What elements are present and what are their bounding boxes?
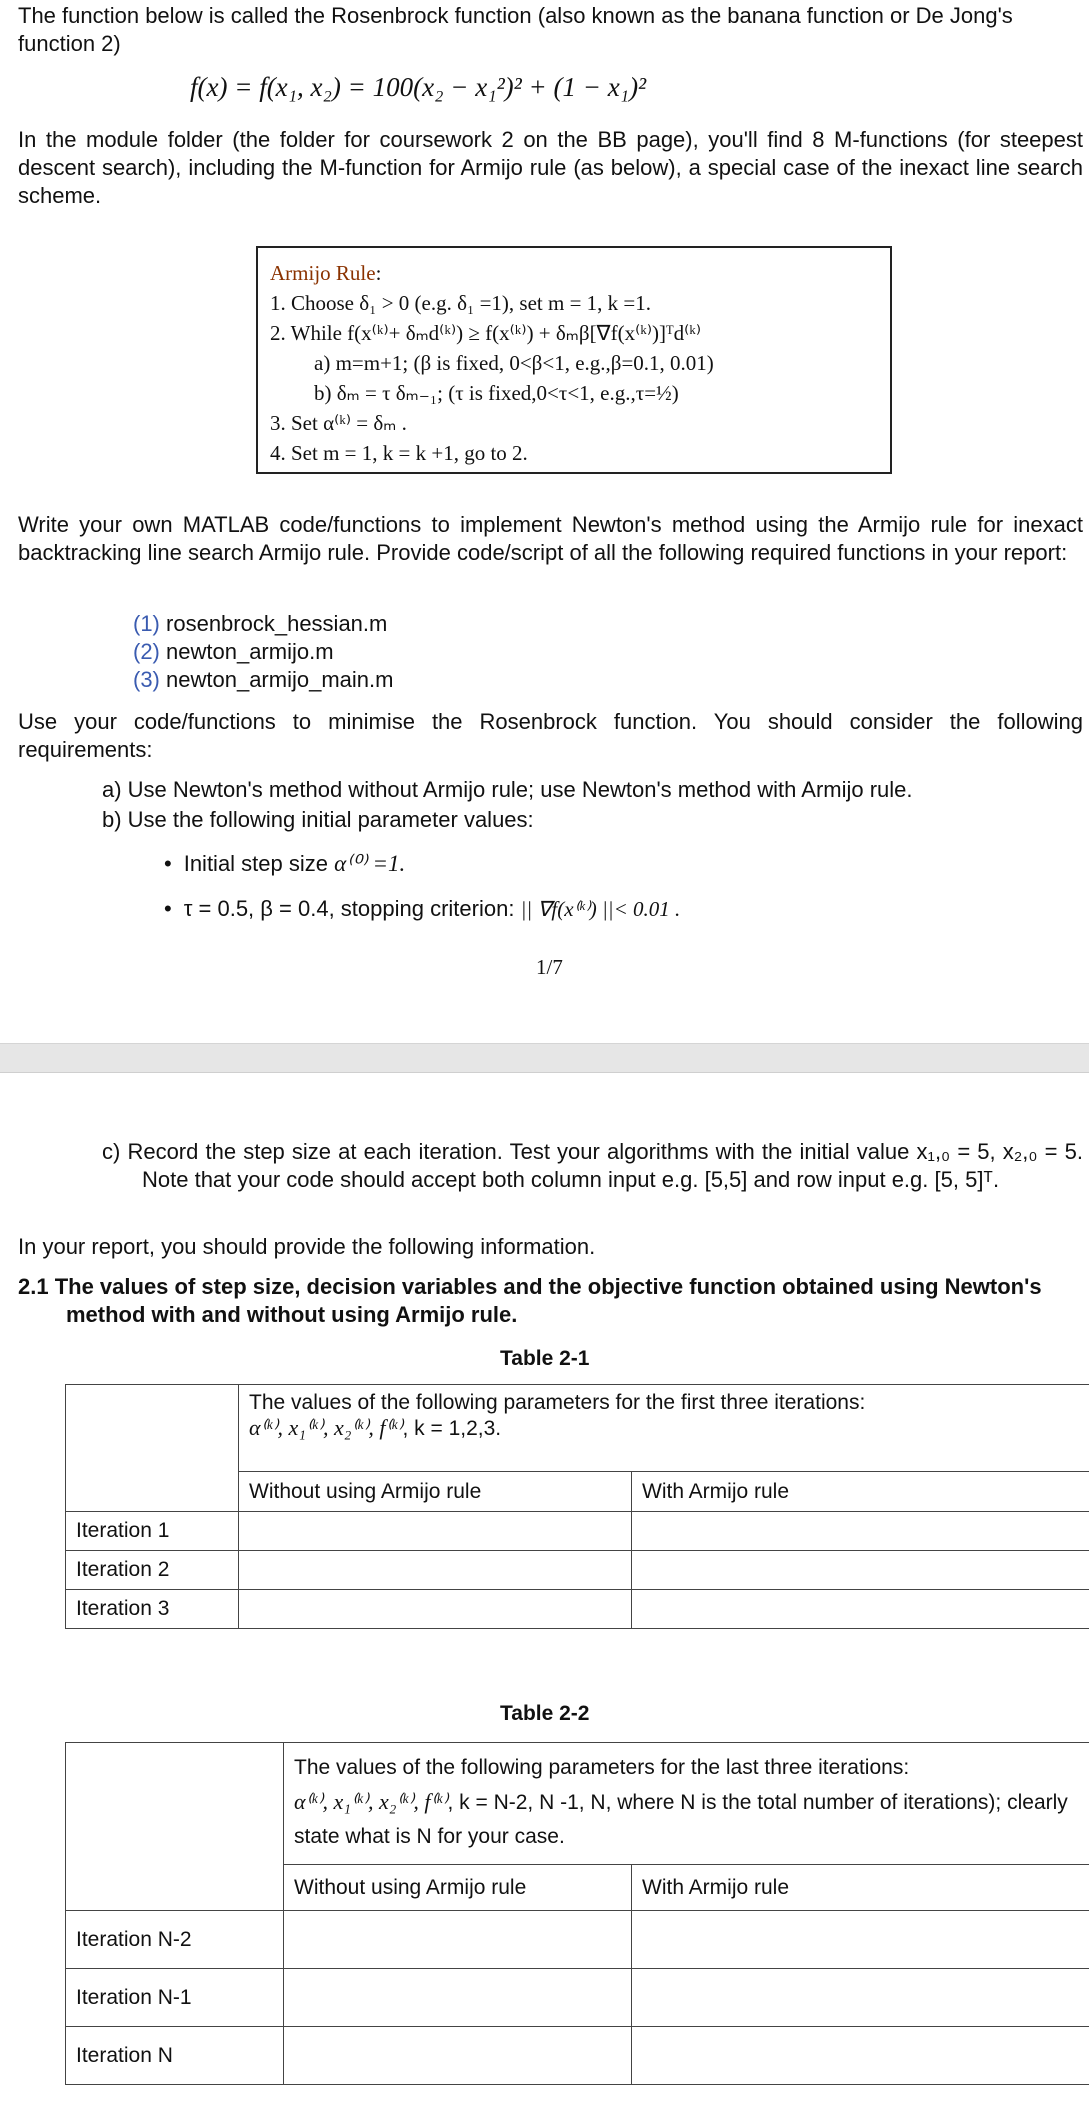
intro-paragraph	[18, 2, 1078, 58]
function-list	[133, 610, 393, 694]
write-paragraph: Write your own MATLAB code/functions to implement Newton's method using the Armijo rule for inexact backtracking line search Armijo rule. Provide code/script of all the following required functions in your report:	[18, 512, 1083, 565]
page-number: 1/7	[536, 955, 563, 979]
armijo-rule-box: Armijo Rule: 1. Choose δ₁ > 0 (e.g. δ₁ =1), set m = 1, k =1. 2. While f(x⁽ᵏ⁾+ δₘd⁽ᵏ⁾) ≥ f(x⁽ᵏ⁾) + δₘβ[∇f(x⁽ᵏ⁾)]ᵀd⁽ᵏ⁾ a) m=m+1; (β is fixed, 0<β<1, e.g.,β=0.1, 0.01) b) δₘ = τ δₘ₋₁; (τ is fixed,0<τ<1, e.g.,τ=½) 3. Set α⁽ᵏ⁾ = δₘ . 4. Set m = 1, k = k +1, go to 2.	[256, 246, 892, 474]
table-2-col-with: With Armijo rule	[632, 1865, 1089, 1911]
table-2-row-label: Iteration N-1	[66, 1969, 284, 2027]
armijo-step-1: 1. Choose δ₁ > 0 (e.g. δ₁ =1), set m = 1, k =1.	[270, 291, 652, 315]
bullet-initial-step: • Initial step size α⁽⁰⁾ =1.	[164, 851, 406, 876]
table-1-col-without: Without using Armijo rule	[239, 1472, 632, 1512]
function-item: (3) newton_armijo_main.m	[133, 667, 394, 692]
requirement-b: b) Use the following initial parameter values:	[102, 807, 534, 832]
intro-line-2: function 2)	[18, 31, 121, 56]
table-row	[66, 1743, 1089, 1865]
table-row	[66, 1385, 1089, 1472]
table-corner-cell	[66, 1385, 239, 1512]
rosenbrock-formula: f(x) = f(x₁, x₂) = 100(x₂ − x₁²)² + (1 − x₁)²	[190, 72, 647, 102]
function-item: (1) rosenbrock_hessian.m	[133, 611, 388, 636]
bullet-parameters: • τ = 0.5, β = 0.4, stopping criterion: || ∇f(x⁽ᵏ⁾) ||< 0.01 .	[164, 896, 681, 921]
table-2-caption: Table 2-2	[500, 1702, 590, 1725]
intro-line-1: The function below is called the Rosenbrock function (also known as the banana function or De Jong's	[18, 3, 1013, 28]
table-1-caption: Table 2-1	[500, 1347, 590, 1370]
armijo-step-2b: b) δₘ = τ δₘ₋₁; (τ is fixed,0<τ<1, e.g.,τ=½)	[314, 381, 679, 405]
report-line: In your report, you should provide the following information.	[18, 1234, 596, 1259]
module-paragraph: In the module folder (the folder for coursework 2 on the BB page), you'll find 8 M-functions (for steepest descent search), including the M-function for Armijo rule (as below), a special case of the inexact line search scheme.	[18, 127, 1083, 208]
use-paragraph: Use your code/functions to minimise the Rosenbrock function. You should consider the following requirements:	[18, 709, 1083, 762]
section-heading: 2.1 The values of step size, decision variables and the objective function obtained using Newton's method with and without using Armijo rule.	[18, 1274, 1042, 1327]
table-2-row-label: Iteration N-2	[66, 1911, 284, 1969]
table-1-col-with: With Armijo rule	[632, 1472, 1089, 1512]
table-row	[66, 1590, 1089, 1629]
armijo-title: Armijo Rule	[270, 261, 376, 285]
table-corner-cell	[66, 1743, 284, 1911]
table-2-col-without: Without using Armijo rule	[284, 1865, 632, 1911]
table-row	[66, 2027, 1089, 2085]
table-1-row-label: Iteration 1	[66, 1512, 239, 1551]
table-1-row-label: Iteration 3	[66, 1590, 239, 1629]
table-2-2	[65, 1742, 1089, 2085]
table-1-header: The values of the following parameters for the first three iterations: α⁽ᵏ⁾, x₁⁽ᵏ⁾, x₂⁽ᵏ⁾, f⁽ᵏ⁾, k = 1,2,3.	[239, 1385, 1089, 1472]
requirement-c: c) Record the step size at each iteration. Test your algorithms with the initial value x₁,₀ = 5, x₂,₀ = 5. Note that your code should accept both column input e.g. [5,5] and row input e.g. [5, 5]ᵀ.	[102, 1139, 1083, 1192]
table-row	[66, 1551, 1089, 1590]
function-item: (2) newton_armijo.m	[133, 639, 334, 664]
table-row	[66, 1911, 1089, 1969]
armijo-step-2a: a) m=m+1; (β is fixed, 0<β<1, e.g.,β=0.1, 0.01)	[314, 351, 714, 375]
armijo-step-3: 3. Set α⁽ᵏ⁾ = δₘ .	[270, 411, 407, 435]
table-1-row-label: Iteration 2	[66, 1551, 239, 1590]
armijo-step-2: 2. While f(x⁽ᵏ⁾+ δₘd⁽ᵏ⁾) ≥ f(x⁽ᵏ⁾) + δₘβ[∇f(x⁽ᵏ⁾)]ᵀd⁽ᵏ⁾	[270, 321, 702, 345]
table-2-row-label: Iteration N	[66, 2027, 284, 2085]
page-separator	[0, 1043, 1089, 1073]
requirement-a: a) Use Newton's method without Armijo rule; use Newton's method with Armijo rule.	[102, 777, 913, 802]
table-2-header: The values of the following parameters for the last three iterations: α⁽ᵏ⁾, x₁⁽ᵏ⁾, x₂⁽ᵏ⁾, f⁽ᵏ⁾, k = N-2, N -1, N, where N is the total number of iterations); clearly state what is N for your case.	[284, 1743, 1089, 1865]
table-row	[66, 1969, 1089, 2027]
table-2-1	[65, 1384, 1089, 1629]
table-row	[66, 1512, 1089, 1551]
armijo-step-4: 4. Set m = 1, k = k +1, go to 2.	[270, 441, 528, 465]
